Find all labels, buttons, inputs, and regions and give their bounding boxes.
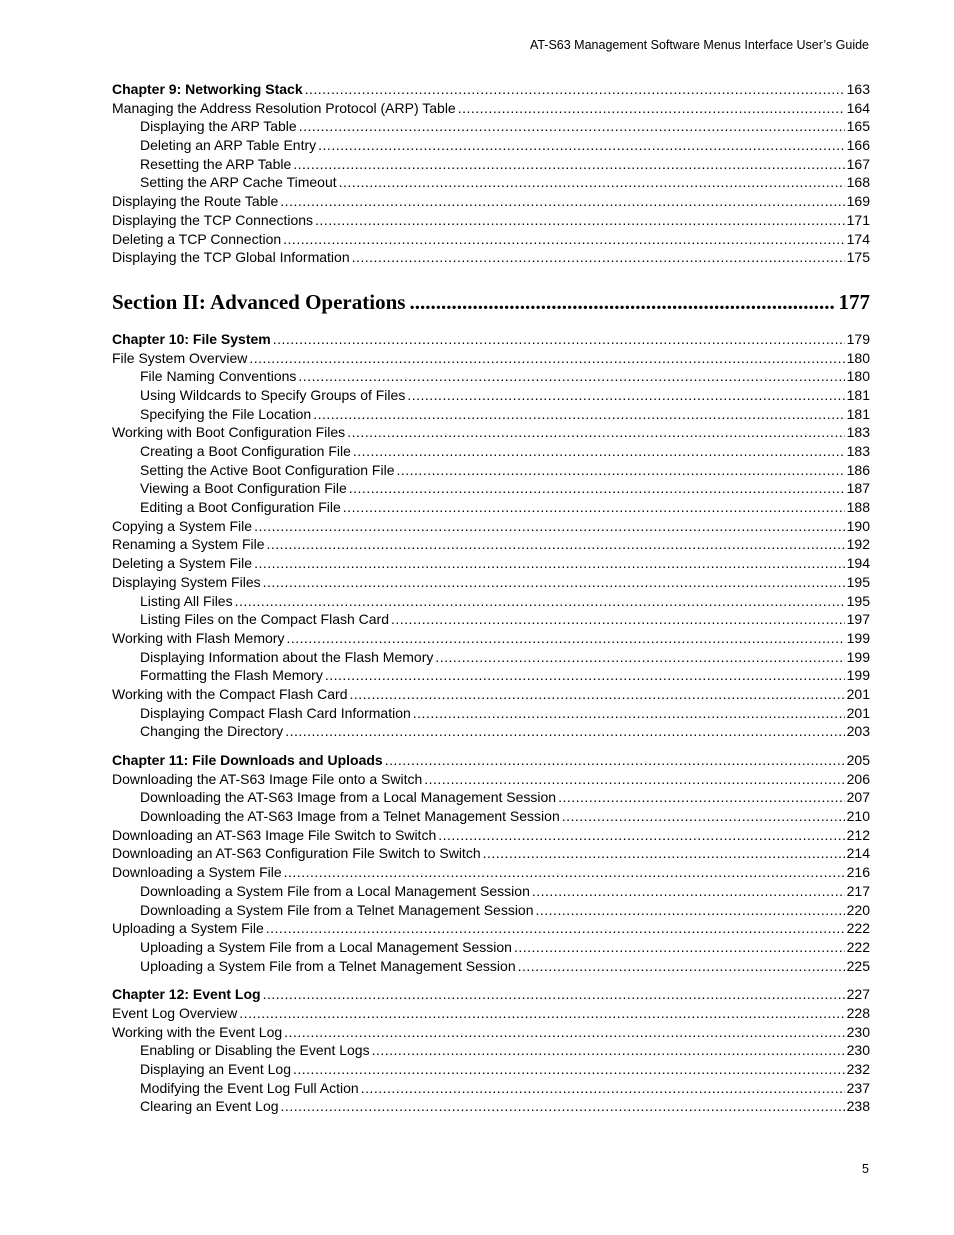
toc-entry-title: Copying a System File	[112, 517, 253, 534]
dot-leader	[249, 349, 844, 368]
toc-entry[interactable]	[112, 788, 870, 807]
toc-entry-page-number: 205	[846, 752, 870, 768]
dot-leader	[305, 80, 845, 99]
toc-entry[interactable]	[112, 479, 870, 498]
toc-entry-title: Displaying the TCP Connections	[112, 211, 314, 228]
dot-leader	[267, 535, 845, 554]
toc-block-chapter-12	[112, 985, 870, 1116]
toc-entry[interactable]	[112, 386, 870, 405]
dot-leader	[372, 1041, 845, 1060]
toc-entry-page-number: 217	[846, 882, 870, 899]
dot-leader	[293, 1060, 845, 1079]
toc-entry-page-number: 228	[846, 1004, 870, 1021]
toc-entry-page-number: 164	[846, 99, 870, 116]
toc-entry-title: Formatting the Flash Memory	[140, 667, 323, 684]
toc-entry-page-number: 174	[846, 230, 870, 247]
toc-entry-page-number: 197	[846, 611, 870, 628]
dot-leader	[349, 479, 845, 498]
dot-leader	[266, 919, 845, 938]
toc-entry-title: Event Log Overview	[112, 1004, 238, 1021]
toc-entry-title: Setting the ARP Cache Timeout	[140, 174, 337, 191]
toc-entry-title: Displaying System Files	[112, 573, 261, 590]
toc-entry-title: Downloading an AT-S63 Configuration File Switch to Switch	[112, 845, 481, 862]
toc-entry-page-number: 183	[846, 424, 870, 441]
toc-entry[interactable]	[112, 957, 870, 976]
toc-entry-title: Using Wildcards to Specify Groups of Files	[140, 386, 406, 403]
spacer	[112, 975, 870, 985]
dot-leader	[518, 957, 845, 976]
toc-entry-title: Uploading a System File from a Telnet Management Session	[140, 957, 516, 974]
toc-entry-page-number: 180	[846, 349, 870, 366]
toc-entry[interactable]	[112, 770, 870, 789]
toc-entry[interactable]	[112, 498, 870, 517]
toc-entry[interactable]	[112, 155, 870, 174]
toc-entry-page-number: 181	[846, 405, 870, 422]
toc-entry-title: Managing the Address Resolution Protocol (ARP) Table	[112, 99, 456, 116]
toc-entry-page-number: 168	[846, 174, 870, 191]
toc-entry-title: Deleting a TCP Connection	[112, 230, 282, 247]
toc-entry-title: Chapter 12: Event Log	[112, 986, 261, 1003]
dot-leader	[254, 517, 845, 536]
toc-entry[interactable]	[112, 517, 870, 536]
toc-entry-page-number: 175	[846, 249, 870, 266]
dot-leader	[284, 863, 845, 882]
toc-entry[interactable]	[112, 248, 870, 267]
toc-entry-page-number: 230	[846, 1023, 870, 1040]
toc-entry-title: Displaying Compact Flash Card Information	[140, 704, 411, 721]
dot-leader	[273, 330, 845, 349]
dot-leader	[558, 788, 845, 807]
dot-leader	[438, 826, 844, 845]
toc-entry-title: Setting the Active Boot Configuration File	[140, 461, 395, 478]
toc-chapter-entry[interactable]	[112, 751, 870, 770]
dot-leader	[263, 573, 845, 592]
dot-leader	[483, 844, 845, 863]
toc-entry-page-number: 216	[846, 864, 870, 881]
dot-leader	[350, 685, 845, 704]
dot-leader	[313, 405, 844, 424]
toc-block-chapter-11	[112, 751, 870, 975]
toc-entry-title: Deleting an ARP Table Entry	[140, 137, 317, 154]
toc-entry-title: Displaying an Event Log	[140, 1061, 291, 1077]
toc-entry-title: Chapter 9: Networking Stack	[112, 81, 303, 97]
toc-entry-page-number: 181	[846, 386, 870, 403]
toc-entry-page-number: 179	[846, 330, 870, 347]
toc-entry-title: File System Overview	[112, 349, 248, 366]
dot-leader	[413, 704, 845, 723]
dot-leader	[315, 211, 845, 230]
toc-entry-title: Clearing an Event Log	[140, 1098, 279, 1115]
toc-entry-page-number: 194	[846, 555, 870, 572]
dot-leader	[343, 498, 845, 517]
dot-leader	[396, 461, 844, 480]
toc-entry-title: Downloading a System File from a Telnet Management Session	[140, 901, 534, 918]
toc-entry[interactable]	[112, 629, 870, 648]
toc-entry[interactable]	[112, 573, 870, 592]
toc-entry-page-number: 195	[846, 573, 870, 590]
toc-entry[interactable]	[112, 1041, 870, 1060]
toc-section-heading[interactable]	[112, 287, 870, 317]
dot-leader	[299, 117, 845, 136]
toc-entry-title: Changing the Directory	[140, 723, 284, 740]
toc-entry-title: Listing All Files	[140, 592, 233, 609]
toc-entry[interactable]	[112, 882, 870, 901]
toc-entry-page-number: 171	[846, 211, 870, 228]
toc-entry[interactable]	[112, 535, 870, 554]
section-title: Section II: Advanced Operations	[112, 289, 406, 314]
dot-leader	[536, 901, 845, 920]
toc-entry-title: File Naming Conventions	[140, 368, 297, 385]
running-header: AT-S63 Management Software Menus Interface User’s Guide	[529, 38, 869, 52]
toc-chapter-entry[interactable]	[112, 985, 870, 1004]
toc-entry-title: Specifying the File Location	[140, 405, 312, 422]
toc-entry-page-number: 232	[846, 1061, 870, 1077]
toc-chapter-entry[interactable]	[112, 330, 870, 349]
dot-leader	[281, 1097, 845, 1116]
toc-entry-title: Creating a Boot Configuration File	[140, 443, 351, 459]
toc-entry-page-number: 207	[846, 789, 870, 806]
dot-leader	[280, 192, 844, 211]
toc-entry-title: Uploading a System File from a Local Management Session	[140, 938, 512, 955]
toc-entry[interactable]	[112, 1023, 870, 1042]
toc-entry-page-number: 186	[846, 461, 870, 478]
toc-entry[interactable]	[112, 938, 870, 957]
dot-leader	[385, 751, 845, 770]
dot-leader	[424, 770, 844, 789]
toc-entry-title: Downloading the AT-S63 Image from a Telnet Management Session	[140, 808, 560, 825]
toc-block-chapter-9	[112, 80, 870, 267]
dot-leader	[239, 1004, 844, 1023]
toc-entry-title: Displaying Information about the Flash Memory	[140, 648, 434, 665]
toc-entry-page-number: 201	[846, 704, 870, 721]
toc-entry[interactable]	[112, 1060, 870, 1079]
toc-entry-title: Chapter 10: File System	[112, 330, 271, 347]
toc-entry-title: Resetting the ARP Table	[140, 155, 292, 172]
page-number: 5	[862, 1162, 869, 1176]
toc-entry[interactable]	[112, 826, 870, 845]
dot-leader	[325, 666, 845, 685]
dot-leader	[409, 287, 834, 317]
toc-entry-page-number: 180	[846, 368, 870, 385]
dot-leader	[562, 807, 845, 826]
toc-entry-page-number: 190	[846, 517, 870, 534]
toc-entry-page-number: 167	[846, 155, 870, 172]
toc-entry-title: Working with Flash Memory	[112, 629, 285, 646]
dot-leader	[293, 155, 844, 174]
toc-entry-page-number: 214	[846, 845, 870, 862]
toc-entry-title: Chapter 11: File Downloads and Uploads	[112, 752, 383, 768]
dot-leader	[407, 386, 844, 405]
toc-entry[interactable]	[112, 863, 870, 882]
toc-entry-page-number: 206	[846, 770, 870, 787]
toc-entry-title: Downloading a System File from a Local Management Session	[140, 882, 530, 899]
toc-entry-title: Enabling or Disabling the Event Logs	[140, 1042, 370, 1059]
dot-leader	[254, 554, 845, 573]
toc-entry[interactable]	[112, 1004, 870, 1023]
toc-entry[interactable]	[112, 1097, 870, 1116]
toc-entry-title: Uploading a System File	[112, 920, 264, 937]
dot-leader	[235, 592, 845, 611]
toc-entry-page-number: 237	[846, 1079, 870, 1096]
toc-entry-page-number: 203	[846, 723, 870, 740]
toc-block-chapter-10	[112, 330, 870, 741]
toc-entry-page-number: 227	[846, 986, 870, 1003]
toc-entry[interactable]	[112, 461, 870, 480]
toc-entry-title: Editing a Boot Configuration File	[140, 499, 341, 516]
dot-leader	[347, 423, 844, 442]
toc-entry[interactable]	[112, 230, 870, 249]
toc-entry[interactable]	[112, 442, 870, 461]
table-of-contents	[112, 80, 870, 1116]
section-page-number: 177	[838, 289, 870, 314]
toc-entry-page-number: 199	[846, 667, 870, 684]
dot-leader	[285, 722, 844, 741]
toc-entry-page-number: 166	[846, 137, 870, 154]
toc-entry[interactable]	[112, 1079, 870, 1098]
dot-leader	[458, 99, 845, 118]
toc-chapter-entry[interactable]	[112, 80, 870, 99]
toc-entry-title: Downloading the AT-S63 Image File onto a Switch	[112, 770, 423, 787]
toc-entry-title: Downloading an AT-S63 Image File Switch to Switch	[112, 826, 437, 843]
toc-entry-title: Working with the Event Log	[112, 1023, 283, 1040]
toc-entry[interactable]	[112, 405, 870, 424]
toc-entry[interactable]	[112, 844, 870, 863]
toc-entry[interactable]	[112, 666, 870, 685]
toc-entry-page-number: 238	[846, 1098, 870, 1115]
dot-leader	[435, 648, 844, 667]
toc-entry-title: Viewing a Boot Configuration File	[140, 480, 347, 497]
toc-entry[interactable]	[112, 349, 870, 368]
toc-entry[interactable]	[112, 554, 870, 573]
toc-entry[interactable]	[112, 367, 870, 386]
toc-entry[interactable]	[112, 807, 870, 826]
toc-entry[interactable]	[112, 648, 870, 667]
toc-entry-page-number: 195	[846, 592, 870, 609]
dot-leader	[339, 173, 845, 192]
dot-leader	[283, 230, 844, 249]
toc-entry-title: Displaying the TCP Global Information	[112, 249, 350, 266]
toc-entry-page-number: 192	[846, 536, 870, 553]
toc-entry-title: Modifying the Event Log Full Action	[140, 1079, 359, 1096]
toc-entry-page-number: 199	[846, 629, 870, 646]
toc-entry[interactable]	[112, 592, 870, 611]
dot-leader	[298, 367, 844, 386]
toc-entry-page-number: 220	[846, 901, 870, 918]
toc-entry[interactable]	[112, 704, 870, 723]
toc-entry-title: Deleting a System File	[112, 555, 253, 572]
toc-entry-page-number: 187	[846, 480, 870, 497]
dot-leader	[318, 136, 844, 155]
toc-entry[interactable]	[112, 99, 870, 118]
toc-entry-title: Downloading a System File	[112, 864, 282, 881]
toc-entry-title: Working with the Compact Flash Card	[112, 685, 348, 702]
toc-entry[interactable]	[112, 211, 870, 230]
toc-entry[interactable]	[112, 136, 870, 155]
dot-leader	[352, 248, 845, 267]
toc-entry[interactable]	[112, 685, 870, 704]
toc-entry-title: Displaying the Route Table	[112, 193, 279, 210]
dot-leader	[532, 882, 845, 901]
dot-leader	[353, 442, 845, 461]
toc-entry-title: Renaming a System File	[112, 536, 265, 553]
toc-entry-page-number: 165	[846, 118, 870, 135]
toc-entry[interactable]	[112, 173, 870, 192]
dot-leader	[361, 1079, 845, 1098]
toc-entry-title: Listing Files on the Compact Flash Card	[140, 611, 389, 628]
toc-entry-page-number: 169	[846, 193, 870, 210]
toc-entry-page-number: 225	[846, 957, 870, 974]
toc-entry-page-number: 183	[846, 443, 870, 459]
toc-entry[interactable]	[112, 901, 870, 920]
toc-entry-title: Working with Boot Configuration Files	[112, 424, 346, 441]
toc-entry[interactable]	[112, 117, 870, 136]
toc-entry-page-number: 212	[846, 826, 870, 843]
toc-entry[interactable]	[112, 722, 870, 741]
toc-entry-page-number: 222	[846, 920, 870, 937]
toc-entry-title: Displaying the ARP Table	[140, 118, 297, 135]
dot-leader	[391, 610, 845, 629]
toc-entry[interactable]	[112, 919, 870, 938]
toc-entry-page-number: 199	[846, 648, 870, 665]
toc-entry[interactable]	[112, 423, 870, 442]
toc-entry-page-number: 188	[846, 499, 870, 516]
toc-entry[interactable]	[112, 192, 870, 211]
dot-leader	[284, 1023, 844, 1042]
toc-entry[interactable]	[112, 610, 870, 629]
dot-leader	[286, 629, 844, 648]
toc-entry-page-number: 230	[846, 1042, 870, 1059]
toc-entry-page-number: 210	[846, 808, 870, 825]
toc-entry-page-number: 163	[846, 81, 870, 97]
dot-leader	[263, 985, 845, 1004]
spacer	[112, 741, 870, 751]
toc-entry-page-number: 222	[846, 938, 870, 955]
dot-leader	[514, 938, 845, 957]
toc-entry-page-number: 201	[846, 685, 870, 702]
toc-entry-title: Downloading the AT-S63 Image from a Local Management Session	[140, 789, 557, 806]
